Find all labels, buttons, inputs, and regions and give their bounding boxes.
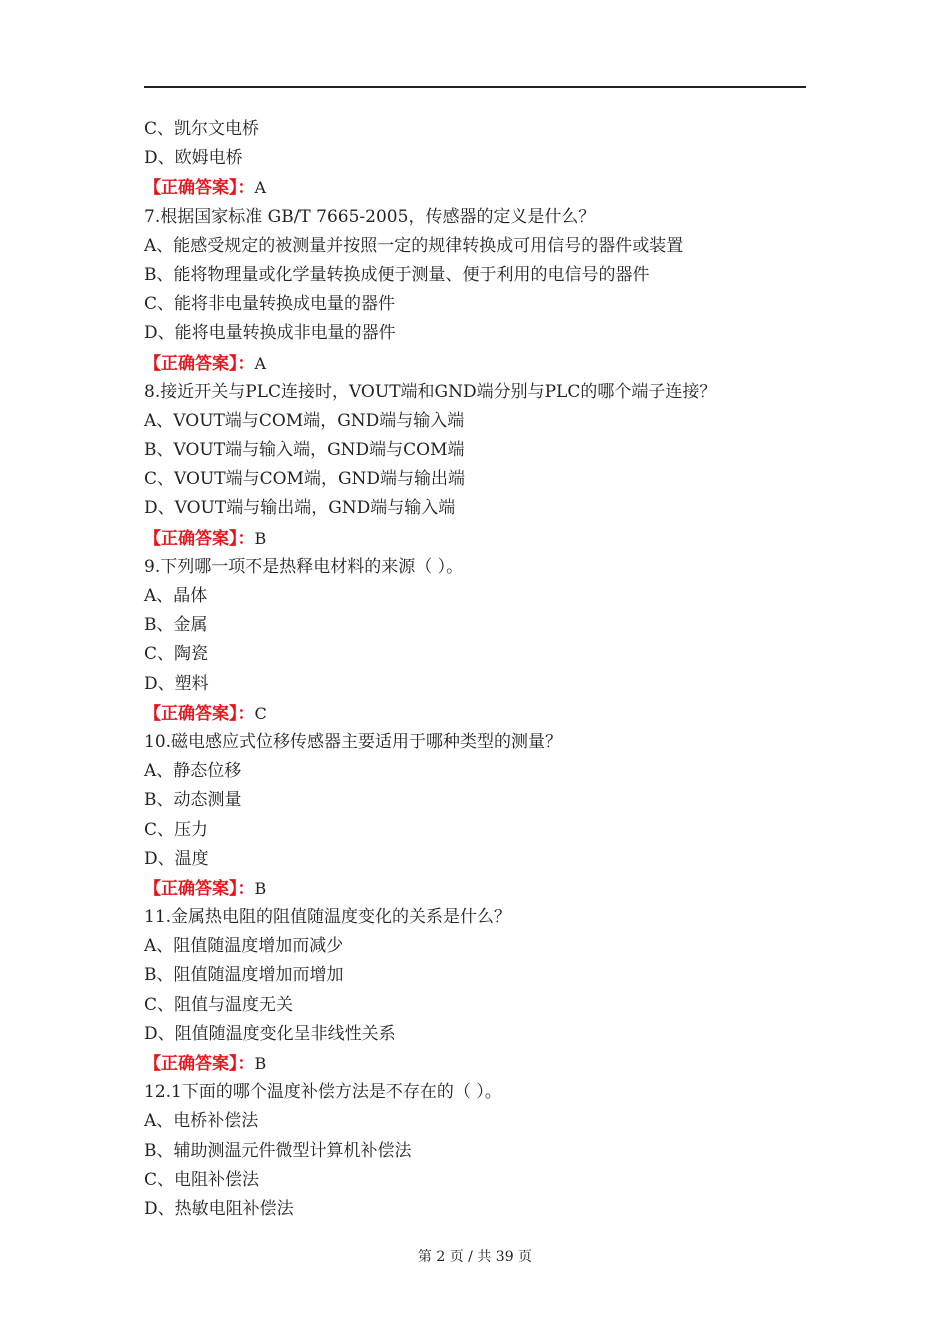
- option-line: B、辅助测温元件微型计算机补偿法: [144, 1140, 412, 1161]
- question-list: [144, 115, 824, 1224]
- option-line: D、欧姆电桥: [144, 148, 243, 169]
- option-line: C、陶瓷: [144, 644, 209, 665]
- option-line: D、热敏电阻补偿法: [144, 1198, 294, 1219]
- answer-line: [144, 1049, 824, 1078]
- answer-label: 【正确答案】：: [144, 703, 255, 724]
- answer-line: [144, 349, 824, 378]
- option-line: B、动态测量: [144, 790, 242, 811]
- option-line: D、VOUT端与输出端，GND端与输入端: [144, 498, 456, 519]
- option-line: B、金属: [144, 615, 208, 636]
- option-line: D、塑料: [144, 673, 209, 694]
- option-line: C、凯尔文电桥: [144, 119, 260, 139]
- question-stem: 7.根据国家标准 GB/T 7665-2005，传感器的定义是什么？: [144, 206, 596, 227]
- option-line: C、VOUT端与COM端，GND端与输出端: [144, 469, 466, 490]
- option-line: D、能将电量转换成非电量的器件: [144, 323, 396, 344]
- answer-label: 【正确答案】：: [144, 1054, 255, 1074]
- answer-value: C: [254, 703, 267, 723]
- question-stem: 8.接近开关与PLC连接时，VOUT端和GND端分别与PLC的哪个端子连接？: [144, 381, 717, 402]
- answer-value: A: [254, 353, 267, 373]
- answer-value: B: [254, 1054, 267, 1073]
- answer-value: B: [254, 528, 267, 548]
- question-stem: 12.1下面的哪个温度补偿方法是不存在的（ ）。: [144, 1082, 502, 1103]
- question-stem: 11.金属热电阻的阻值随温度变化的关系是什么？: [144, 907, 512, 928]
- option-line: A、能感受规定的被测量并按照一定的规律转换成可用信号的器件或装置: [144, 235, 684, 256]
- answer-label: 【正确答案】：: [144, 353, 255, 374]
- option-line: A、晶体: [144, 586, 208, 606]
- option-line: D、阻值随温度变化呈非线性关系: [144, 1023, 396, 1044]
- option-line: A、电桥补偿法: [144, 1111, 259, 1132]
- answer-line: [144, 874, 824, 903]
- option-line: C、电阻补偿法: [144, 1169, 260, 1190]
- answer-value: B: [254, 878, 267, 898]
- answer-value: A: [254, 178, 267, 198]
- question-stem: 9.下列哪一项不是热释电材料的来源（ ）。: [144, 556, 464, 577]
- answer-label: 【正确答案】：: [144, 528, 255, 549]
- option-line: B、能将物理量或化学量转换成便于测量、便于利用的电信号的器件: [144, 264, 650, 285]
- option-line: B、VOUT端与输入端，GND端与COM端: [144, 440, 465, 461]
- answer-line: [144, 173, 824, 202]
- answer-line: [144, 524, 824, 553]
- option-line: B、阻值随温度增加而增加: [144, 965, 344, 986]
- option-line: A、VOUT端与COM端，GND端与输入端: [144, 410, 465, 431]
- option-line: A、阻值随温度增加而减少: [144, 936, 344, 957]
- question-stem: 10.磁电感应式位移传感器主要适用于哪种类型的测量？: [144, 731, 563, 752]
- option-line: C、能将非电量转换成电量的器件: [144, 294, 396, 315]
- option-line: C、压力: [144, 819, 209, 840]
- option-line: D、温度: [144, 848, 209, 869]
- option-line: C、阻值与温度无关: [144, 994, 294, 1015]
- answer-label: 【正确答案】：: [144, 878, 255, 899]
- page-footer: 第 2 页 / 共 39 页: [417, 1249, 533, 1265]
- answer-line: [144, 699, 824, 728]
- answer-label: 【正确答案】：: [144, 178, 255, 199]
- header-rule: [144, 86, 806, 88]
- option-line: A、静态位移: [144, 761, 242, 782]
